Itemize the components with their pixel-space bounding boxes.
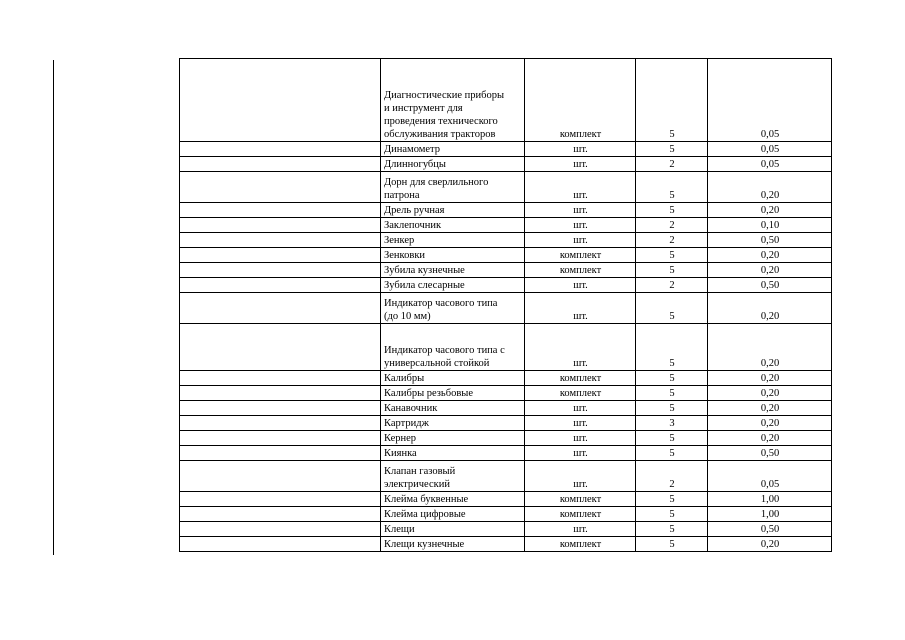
unit-cell: шт. [525,157,636,172]
value-cell: 0,50 [708,278,832,293]
quantity-cell: 5 [636,446,708,461]
item-name-cell [381,324,525,371]
table-row [180,233,832,248]
item-name-cell [381,172,525,203]
item-name-cell [381,203,525,218]
unit-cell: шт. [525,293,636,324]
unit-cell: шт. [525,142,636,157]
empty-cell [180,401,381,416]
unit-cell: шт. [525,416,636,431]
value-cell: 1,00 [708,507,832,522]
unit-cell: шт. [525,218,636,233]
unit-cell: комплект [525,537,636,552]
quantity-cell: 5 [636,492,708,507]
item-name-cell [381,248,525,263]
unit-cell: комплект [525,507,636,522]
item-name-cell [381,386,525,401]
item-name-cell [381,431,525,446]
value-cell: 0,20 [708,431,832,446]
empty-cell [180,537,381,552]
item-name-cell [381,537,525,552]
quantity-cell: 2 [636,233,708,248]
item-name-cell [381,401,525,416]
table-row [180,203,832,218]
unit-cell: комплект [525,248,636,263]
empty-cell [180,157,381,172]
value-cell: 0,20 [708,371,832,386]
quantity-cell: 3 [636,416,708,431]
item-name: Кернер [384,433,417,444]
table-row [180,371,832,386]
item-name-cell [381,59,525,142]
item-name: Клейма цифровые [384,509,466,520]
table-row [180,522,832,537]
table-row [180,416,832,431]
value-cell: 0,20 [708,263,832,278]
quantity-cell: 5 [636,386,708,401]
unit-cell: шт. [525,203,636,218]
unit-cell: шт. [525,522,636,537]
unit-cell: комплект [525,386,636,401]
quantity-cell: 5 [636,371,708,386]
item-name: Калибры резьбовые [384,388,473,399]
table-row [180,507,832,522]
unit-cell: комплект [525,492,636,507]
value-cell: 0,20 [708,172,832,203]
value-cell: 0,50 [708,233,832,248]
table-row [180,401,832,416]
value-cell: 0,20 [708,293,832,324]
table-row [180,278,832,293]
value-cell: 0,05 [708,157,832,172]
value-cell: 0,05 [708,142,832,157]
unit-cell: шт. [525,446,636,461]
empty-cell [180,492,381,507]
page-margin-line [53,60,54,555]
value-cell: 0,20 [708,537,832,552]
quantity-cell: 5 [636,522,708,537]
empty-cell [180,218,381,233]
item-name: Зенковки [384,250,426,261]
table-row [180,142,832,157]
unit-cell: комплект [525,263,636,278]
empty-cell [180,248,381,263]
value-cell: 0,20 [708,203,832,218]
item-name: Калибры [384,373,425,384]
quantity-cell: 2 [636,157,708,172]
item-name-cell [381,293,525,324]
empty-cell [180,416,381,431]
table-row [180,293,832,324]
item-name: Диагностические приборы и инструмент для проведения технического обслуживания тракторов [384,90,505,140]
unit-cell: шт. [525,324,636,371]
item-name-cell [381,507,525,522]
empty-cell [180,233,381,248]
unit-cell: комплект [525,59,636,142]
table-row [180,248,832,263]
unit-cell: шт. [525,461,636,492]
quantity-cell: 5 [636,431,708,446]
empty-cell [180,522,381,537]
empty-cell [180,324,381,371]
item-name: Клещи [384,524,415,535]
item-name-cell [381,446,525,461]
empty-cell [180,446,381,461]
item-name-cell [381,416,525,431]
value-cell: 0,50 [708,446,832,461]
unit-cell: шт. [525,431,636,446]
value-cell: 0,20 [708,401,832,416]
table-row [180,386,832,401]
item-name: Индикатор часового типа (до 10 мм) [384,298,498,322]
item-name: Киянка [384,448,417,459]
item-name-cell [381,522,525,537]
item-name: Дрель ручная [384,205,445,216]
value-cell: 0,50 [708,522,832,537]
item-name: Картридж [384,418,429,429]
table-row [180,492,832,507]
empty-cell [180,142,381,157]
quantity-cell: 5 [636,537,708,552]
item-name-cell [381,233,525,248]
item-name: Клейма буквенные [384,494,469,505]
quantity-cell: 5 [636,172,708,203]
item-name: Длинногубцы [384,159,446,170]
quantity-cell: 5 [636,263,708,278]
quantity-cell: 5 [636,248,708,263]
empty-cell [180,461,381,492]
table-row [180,446,832,461]
table-row [180,59,832,142]
unit-cell: шт. [525,233,636,248]
empty-cell [180,386,381,401]
table-row [180,172,832,203]
table-row [180,461,832,492]
item-name: Динамометр [384,144,441,155]
quantity-cell: 5 [636,401,708,416]
empty-cell [180,203,381,218]
item-name: Индикатор часового типа с универсальной стойкой [384,345,505,369]
quantity-cell: 5 [636,203,708,218]
unit-cell: шт. [525,278,636,293]
item-name: Клещи кузнечные [384,539,465,550]
empty-cell [180,278,381,293]
empty-cell [180,172,381,203]
unit-cell: шт. [525,401,636,416]
value-cell: 0,05 [708,59,832,142]
item-name: Заклепочник [384,220,442,231]
table-row [180,324,832,371]
value-cell: 1,00 [708,492,832,507]
quantity-cell: 2 [636,278,708,293]
unit-cell: комплект [525,371,636,386]
value-cell: 0,10 [708,218,832,233]
unit-cell: шт. [525,172,636,203]
item-name-cell [381,371,525,386]
table-row [180,263,832,278]
item-name: Клапан газовый электрический [384,466,456,490]
item-name-cell [381,157,525,172]
item-name: Зубила кузнечные [384,265,465,276]
table-row [180,431,832,446]
item-name: Канавочник [384,403,438,414]
quantity-cell: 5 [636,59,708,142]
value-cell: 0,20 [708,386,832,401]
equipment-table [179,58,832,552]
item-name-cell [381,461,525,492]
quantity-cell: 5 [636,293,708,324]
empty-cell [180,371,381,386]
quantity-cell: 2 [636,461,708,492]
empty-cell [180,507,381,522]
empty-cell [180,431,381,446]
table-row [180,537,832,552]
item-name-cell [381,492,525,507]
item-name-cell [381,142,525,157]
item-name-cell [381,263,525,278]
equipment-table-body [180,59,832,552]
item-name: Зубила слесарные [384,280,465,291]
value-cell: 0,05 [708,461,832,492]
empty-cell [180,263,381,278]
item-name: Зенкер [384,235,415,246]
value-cell: 0,20 [708,416,832,431]
quantity-cell: 2 [636,218,708,233]
item-name-cell [381,278,525,293]
quantity-cell: 5 [636,507,708,522]
item-name-cell [381,218,525,233]
value-cell: 0,20 [708,248,832,263]
table-row [180,157,832,172]
quantity-cell: 5 [636,142,708,157]
table-row [180,218,832,233]
item-name: Дорн для сверлильного патрона [384,177,489,201]
quantity-cell: 5 [636,324,708,371]
empty-cell [180,59,381,142]
empty-cell [180,293,381,324]
value-cell: 0,20 [708,324,832,371]
